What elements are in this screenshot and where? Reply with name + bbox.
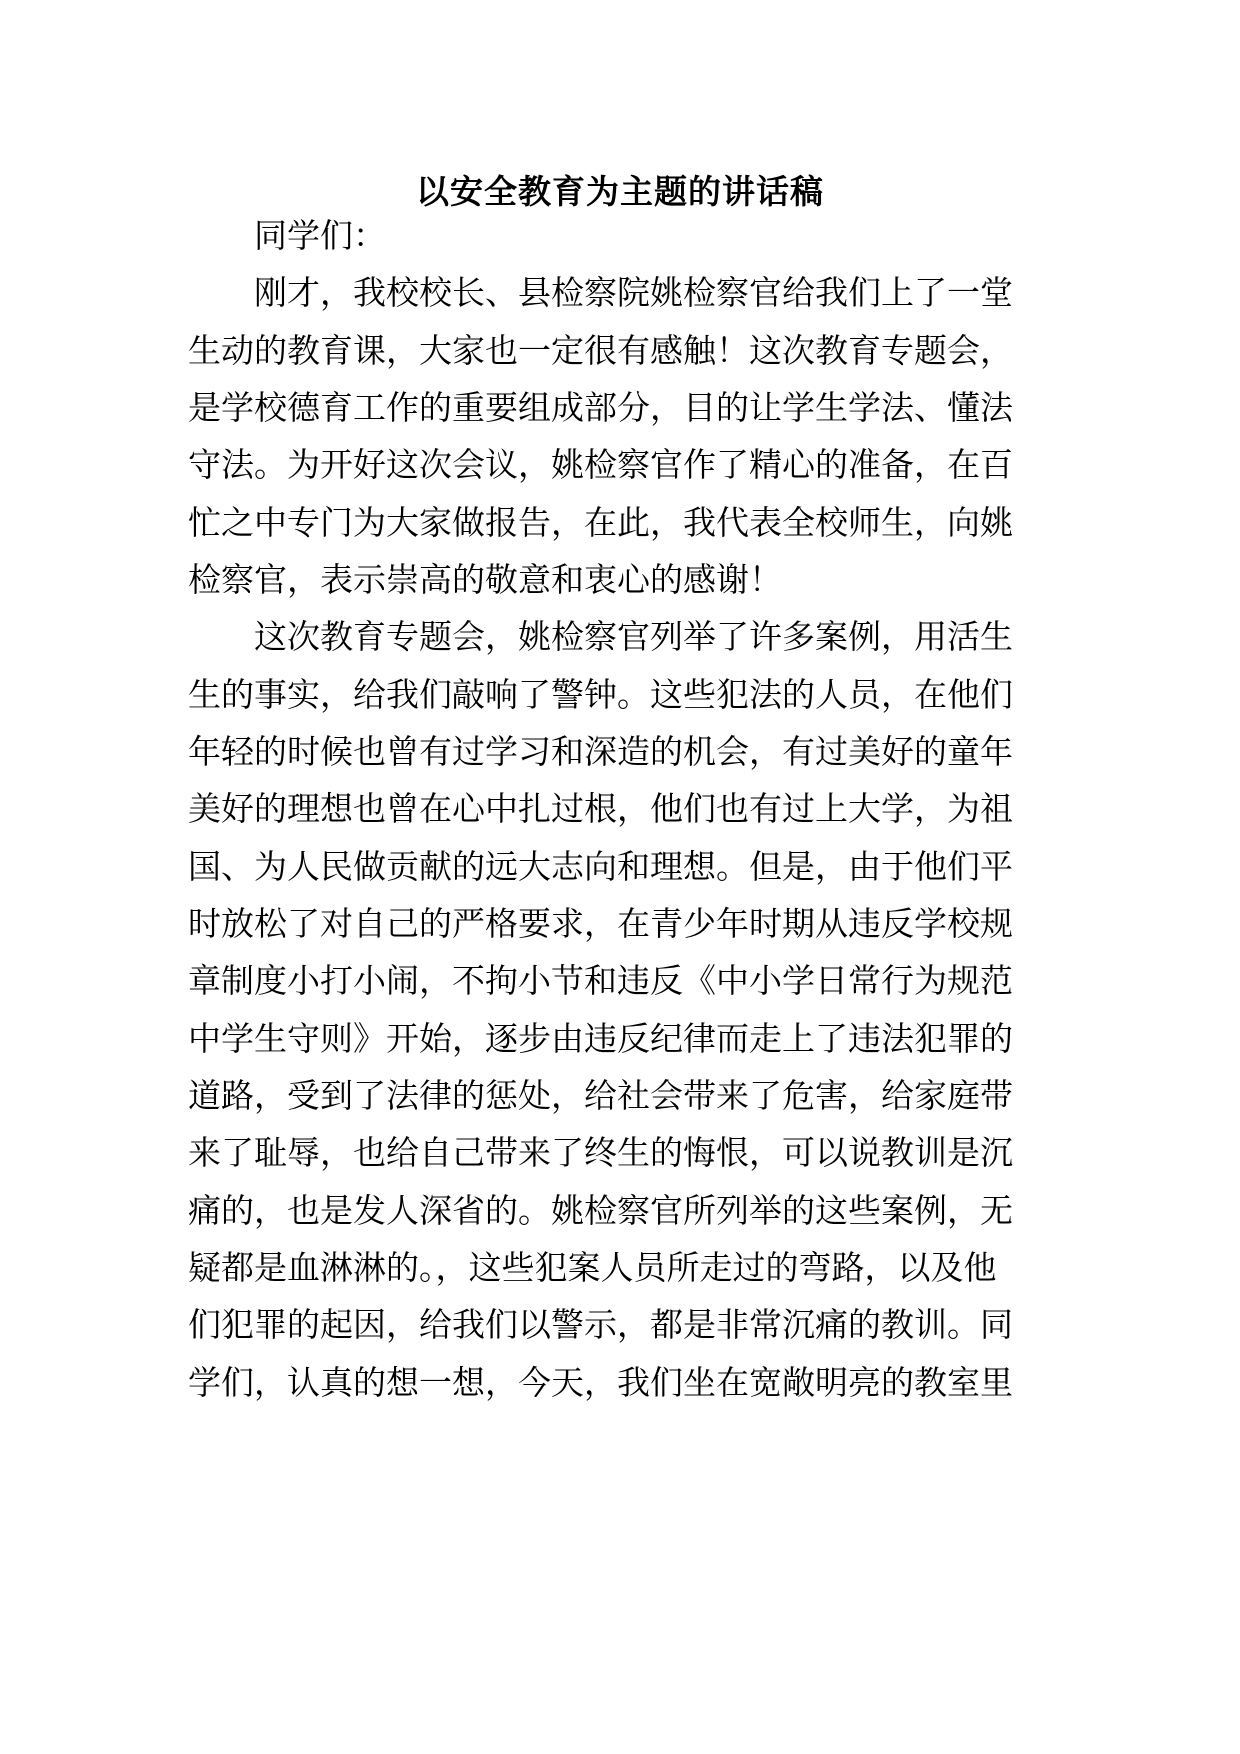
document-title: 以安全教育为主题的讲话稿 <box>416 172 824 211</box>
body-line: 们犯罪的起因，给我们以警示，都是非常沉痛的教训。同 <box>188 1305 1013 1344</box>
body-line: 刚才，我校校长、县检察院姚检察官给我们上了一堂 <box>254 273 1013 312</box>
body-line: 美好的理想也曾在心中扎过根，他们也有过上大学，为祖 <box>188 789 1013 828</box>
body-line: 学们，认真的想一想，今天，我们坐在宽敞明亮的教室里 <box>188 1363 1013 1402</box>
body-line: 这次教育专题会，姚检察官列举了许多案例，用活生 <box>254 617 1013 656</box>
body-line: 道路，受到了法律的惩处，给社会带来了危害，给家庭带 <box>188 1076 1013 1115</box>
body-line: 中学生守则》开始，逐步由违反纪律而走上了违法犯罪的 <box>188 1019 1013 1058</box>
body-line: 生的事实，给我们敲响了警钟。这些犯法的人员，在他们 <box>188 675 1013 714</box>
body-line: 疑都是血淋淋的。，这些犯案人员所走过的弯路，以及他 <box>188 1248 997 1287</box>
body-line: 年轻的时候也曾有过学习和深造的机会，有过美好的童年 <box>188 732 1013 771</box>
salutation-line: 同学们： <box>254 216 386 255</box>
body-line: 守法。为开好这次会议，姚检察官作了精心的准备，在百 <box>188 445 1013 484</box>
body-line: 国、为人民做贡献的远大志向和理想。但是，由于他们平 <box>188 847 1013 886</box>
body-line: 生动的教育课，大家也一定很有感触！这次教育专题会， <box>188 331 1013 370</box>
body-line: 痛的，也是发人深省的。姚检察官所列举的这些案例，无 <box>188 1191 1013 1230</box>
body-line: 来了耻辱，也给自己带来了终生的悔恨，可以说教训是沉 <box>188 1133 1013 1172</box>
body-line: 章制度小打小闹，不拘小节和违反《中小学日常行为规范 <box>188 961 1013 1000</box>
body-line: 忙之中专门为大家做报告，在此，我代表全校师生，向姚 <box>188 503 1013 542</box>
body-line: 是学校德育工作的重要组成部分，目的让学生学法、懂法 <box>188 388 1013 427</box>
body-line: 检察官，表示崇高的敬意和衷心的感谢！ <box>188 560 782 599</box>
body-line: 时放松了对自己的严格要求，在青少年时期从违反学校规 <box>188 904 1013 943</box>
